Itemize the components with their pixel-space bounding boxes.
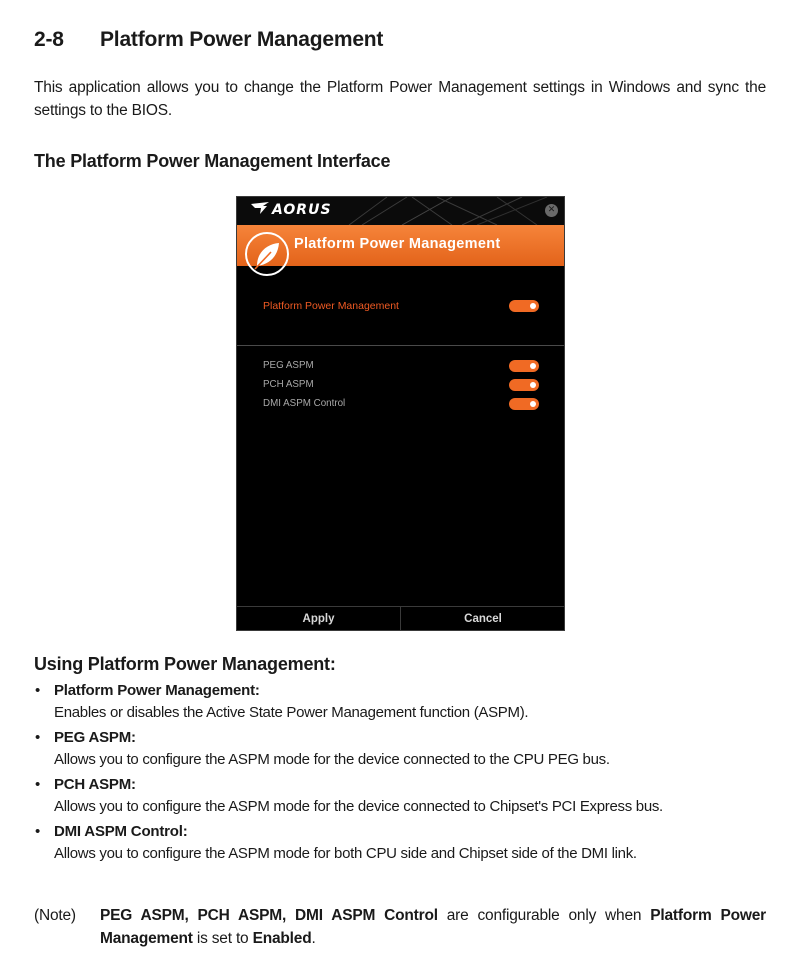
app-footer — [237, 606, 564, 631]
section-heading — [34, 28, 383, 52]
section-number: 2-8 — [34, 28, 64, 51]
app-title: Platform Power Management — [294, 236, 501, 252]
pch-aspm-label: PCH ASPM — [263, 379, 314, 390]
brand-logo — [251, 202, 332, 218]
eagle-icon — [251, 202, 269, 214]
list-item: • PEG ASPM: Allows you to configure the ASPM mode for the device connected to the CPU PEG bus. — [34, 727, 774, 771]
note-text: PEG ASPM, PCH ASPM, DMI ASPM Control are configurable only when Platform Power Management is set to Enabled. — [100, 907, 766, 947]
item-title: DMI ASPM Control: — [54, 823, 188, 840]
item-title: PEG ASPM: — [54, 729, 136, 746]
app-window — [236, 196, 565, 631]
section-title: Platform Power Management — [100, 28, 384, 51]
toggle-knob — [530, 382, 536, 388]
toggle-knob — [530, 303, 536, 309]
usage-heading: Using Platform Power Management: — [34, 654, 336, 674]
platform-power-toggle[interactable] — [509, 300, 539, 312]
item-title: PCH ASPM: — [54, 776, 136, 793]
item-description: Allows you to configure the ASPM mode for the device connected to Chipset's PCI Express bus. — [54, 798, 663, 815]
toggle-knob — [530, 401, 536, 407]
list-item: • Platform Power Management: Enables or disables the Active State Power Management function (ASPM). — [34, 680, 774, 724]
pch-aspm-toggle[interactable] — [509, 379, 539, 391]
item-description: Enables or disables the Active State Power Management function (ASPM). — [54, 704, 529, 721]
main-setting-label: Platform Power Management — [263, 300, 399, 312]
app-header — [237, 225, 564, 266]
leaf-icon — [245, 232, 289, 276]
dmi-aspm-label: DMI ASPM Control — [263, 398, 346, 409]
title-bar — [237, 197, 564, 225]
close-icon[interactable]: ✕ — [545, 204, 558, 217]
divider — [237, 345, 564, 346]
intro-paragraph: This application allows you to change the Platform Power Management settings in Windows and sync the settings to the BIOS. — [34, 79, 766, 119]
dmi-aspm-toggle[interactable] — [509, 398, 539, 410]
cancel-button[interactable]: Cancel — [464, 613, 502, 625]
apply-button[interactable]: Apply — [237, 607, 401, 631]
brand-name: AORUS — [272, 202, 332, 218]
list-item: • PCH ASPM: Allows you to configure the ASPM mode for the device connected to Chipset's PCI Express bus. — [34, 774, 774, 818]
note-label: (Note) — [34, 907, 76, 924]
toggle-knob — [530, 363, 536, 369]
list-item: • DMI ASPM Control: Allows you to configure the ASPM mode for both CPU side and Chipset side of the DMI link. — [34, 821, 774, 865]
item-description: Allows you to configure the ASPM mode for both CPU side and Chipset side of the DMI link. — [54, 845, 637, 862]
usage-list — [34, 680, 774, 868]
peg-aspm-toggle[interactable] — [509, 360, 539, 372]
item-title: Platform Power Management: — [54, 682, 260, 699]
peg-aspm-label: PEG ASPM — [263, 360, 314, 371]
interface-heading: The Platform Power Management Interface — [34, 151, 391, 171]
item-description: Allows you to configure the ASPM mode for the device connected to the CPU PEG bus. — [54, 751, 610, 768]
